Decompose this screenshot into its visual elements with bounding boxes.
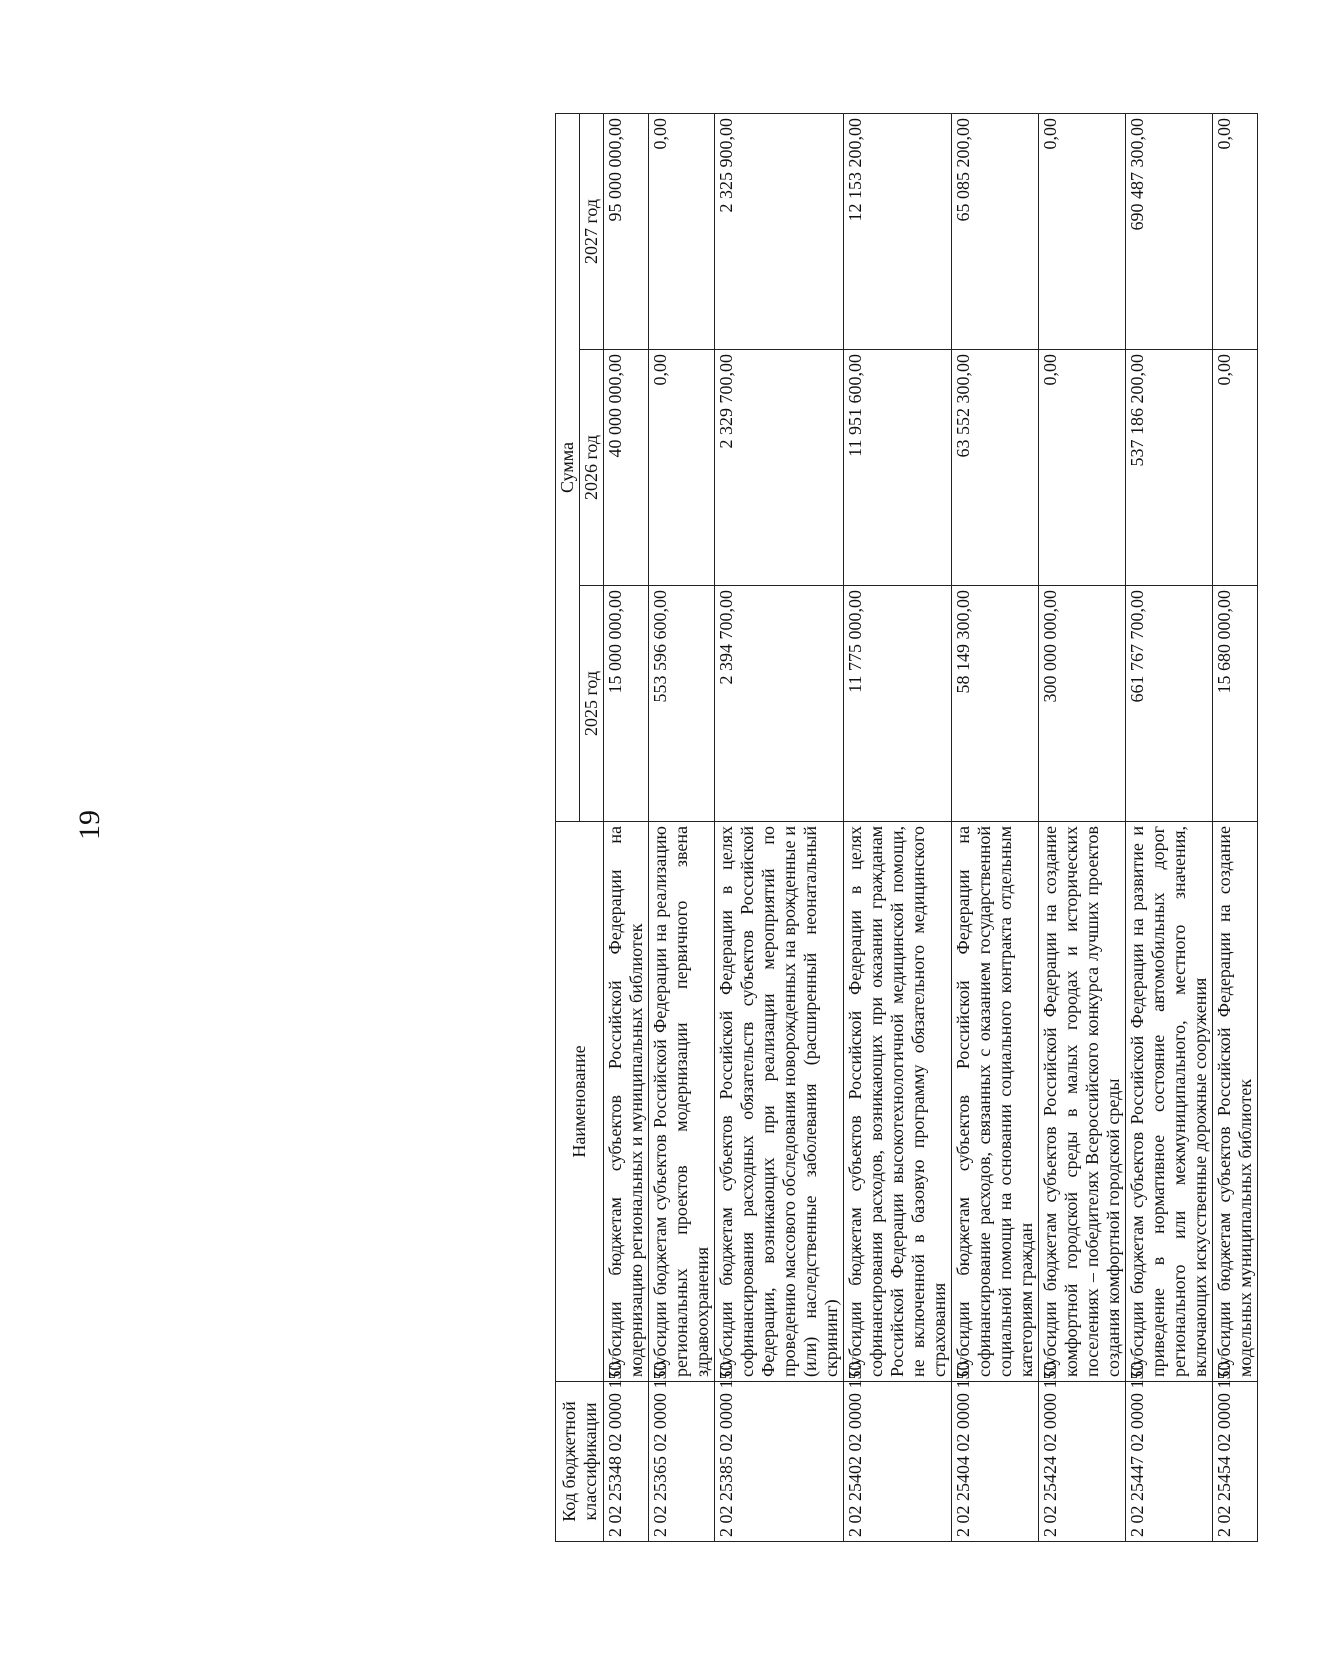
row-sum-2025: 15 680 000,00 <box>1213 586 1258 822</box>
row-code: 2 02 25454 02 0000 150 <box>1213 1382 1258 1542</box>
row-code: 2 02 25447 02 0000 150 <box>1126 1382 1213 1542</box>
row-sum-2025: 553 596 600,00 <box>649 586 715 822</box>
row-name: Субсидии бюджетам субъектов Российской Федерации в целях софинансирования расходов, возникающих при оказании гражданам Российской Федерации высокотехнологичной медицинской помощи, не включенной в базовую программу обязательного медицинского страхования <box>844 822 952 1382</box>
row-sum-2025: 2 394 700,00 <box>715 586 844 822</box>
row-sum-2026: 11 951 600,00 <box>844 350 952 586</box>
row-sum-2027: 65 085 200,00 <box>952 113 1039 349</box>
row-sum-2026: 537 186 200,00 <box>1126 350 1213 586</box>
header-sum: Сумма <box>556 113 580 821</box>
row-sum-2026: 0,00 <box>1213 350 1258 586</box>
row-name: Субсидии бюджетам субъектов Российской Федерации на реализацию региональных проектов модернизации первичного звена здравоохранения <box>649 822 715 1382</box>
table-row <box>604 113 649 1541</box>
row-sum-2026: 40 000 000,00 <box>604 350 649 586</box>
table-row <box>715 113 844 1541</box>
row-sum-2026: 0,00 <box>1039 350 1126 586</box>
row-code: 2 02 25385 02 0000 150 <box>715 1382 844 1542</box>
rotated-table-frame <box>555 114 1330 1542</box>
header-year-2027: 2027 год <box>580 113 604 349</box>
row-sum-2027: 0,00 <box>649 113 715 349</box>
header-year-2026: 2026 год <box>580 350 604 586</box>
row-sum-2027: 12 153 200,00 <box>844 113 952 349</box>
row-sum-2027: 95 000 000,00 <box>604 113 649 349</box>
row-name: Субсидии бюджетам субъектов Российской Федерации на создание комфортной городской среды в малых городах и исторических поселениях – победителях Всероссийского конкурса лучших проектов создания комфортной городской среды <box>1039 822 1126 1382</box>
header-name: Наименование <box>556 822 604 1382</box>
row-sum-2025: 11 775 000,00 <box>844 586 952 822</box>
row-name: Субсидии бюджетам субъектов Российской Федерации на модернизацию региональных и муниципальных библиотек <box>604 822 649 1382</box>
row-name: Субсидии бюджетам субъектов Российской Федерации на создание модельных муниципальных библиотек <box>1213 822 1258 1382</box>
table-row <box>844 113 952 1541</box>
row-sum-2027: 690 487 300,00 <box>1126 113 1213 349</box>
row-sum-2025: 661 767 700,00 <box>1126 586 1213 822</box>
table-header-row <box>556 113 580 1541</box>
header-year-2025: 2025 год <box>580 586 604 822</box>
budget-table <box>555 113 1258 1542</box>
table-row <box>1213 113 1258 1541</box>
row-code: 2 02 25402 02 0000 150 <box>844 1382 952 1542</box>
row-code: 2 02 25365 02 0000 150 <box>649 1382 715 1542</box>
row-sum-2025: 15 000 000,00 <box>604 586 649 822</box>
table-row <box>1126 113 1213 1541</box>
row-sum-2025: 300 000 000,00 <box>1039 586 1126 822</box>
page-number: 19 <box>73 810 106 840</box>
row-code: 2 02 25424 02 0000 150 <box>1039 1382 1126 1542</box>
row-name: Субсидии бюджетам субъектов Российской Федерации на развитие и приведение в нормативное состояние автомобильных дорог регионального или межмуниципального, местного значения, включающих искусственные дорожные сооружения <box>1126 822 1213 1382</box>
row-sum-2025: 58 149 300,00 <box>952 586 1039 822</box>
table-row <box>649 113 715 1541</box>
row-sum-2026: 2 329 700,00 <box>715 350 844 586</box>
row-code: 2 02 25348 02 0000 150 <box>604 1382 649 1542</box>
row-sum-2027: 0,00 <box>1039 113 1126 349</box>
row-code: 2 02 25404 02 0000 150 <box>952 1382 1039 1542</box>
header-code: Код бюджетной классификации <box>556 1382 604 1542</box>
row-sum-2026: 0,00 <box>649 350 715 586</box>
row-sum-2027: 2 325 900,00 <box>715 113 844 349</box>
row-name: Субсидии бюджетам субъектов Российской Федерации на софинансирование расходов, связанных с оказанием государственной социальной помощи на основании социального контракта отдельным категориям граждан <box>952 822 1039 1382</box>
table-row <box>952 113 1039 1541</box>
row-name: Субсидии бюджетам субъектов Российской Федерации в целях софинансирования расходных обязательств субъектов Российской Федерации, возникающих при реализации мероприятий по проведению массового обследования новорожденных на врожденные и (или) наследственные заболевания (расширенный неонатальный скрининг) <box>715 822 844 1382</box>
table-row <box>1039 113 1126 1541</box>
row-sum-2026: 63 552 300,00 <box>952 350 1039 586</box>
row-sum-2027: 0,00 <box>1213 113 1258 349</box>
